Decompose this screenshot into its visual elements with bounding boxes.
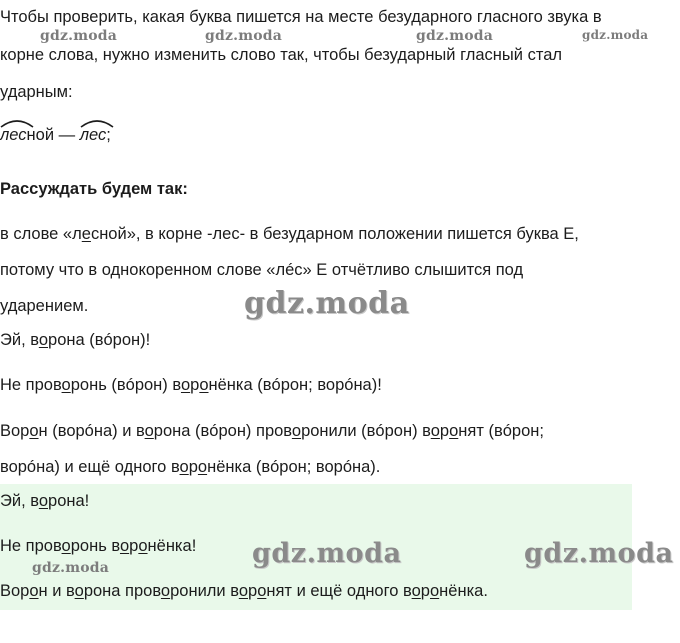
watermark-logo: gdz.moda [205,28,283,44]
watermark-logo: gdz.moda [416,28,494,44]
root-arc-icon [79,116,115,128]
root-arc-icon [0,116,35,128]
reasoning-line-3: ударением. [0,297,89,315]
intro-line-1: Чтобы проверить, какая буква пишется на месте безударного гласного звука в [0,8,602,26]
exercise-sentence-2: Не проворонь (вóрон) воронёнка (вóрон; ворóна)! [0,376,382,394]
root-example [0,125,111,145]
watermark-logo-large: gdz.moda [252,538,402,569]
reasoning-line-1: в слове «лесной», в корне -лес- в безударном положении пишется буква Е, [0,225,579,243]
intro-line-3: ударным: [0,83,73,101]
watermark-logo-large: gdz.moda [524,538,674,569]
watermark-logo: gdz.moda [582,28,649,42]
example-suffix-1: ной — [26,126,76,144]
watermark-logo-large: gdz.moda [244,286,410,321]
exercise-sentence-3: Ворон (ворóна) и ворона (вóрон) проворонили (вóрон) воронят (вóрон; [0,422,544,440]
answer-line-2: Не проворонь воронёнка! [0,537,197,555]
example-end: ; [106,126,111,144]
exercise-sentence-1: Эй, ворона (вóрон)! [0,331,151,349]
watermark-logo: gdz.moda [40,28,118,44]
reasoning-heading: Рассуждать будем так: [0,180,188,198]
answer-line-3: Ворон и ворона проворонили воронят и ещё одного воронёнка. [0,582,488,600]
root-word-1: лес [0,125,27,145]
watermark-logo: gdz.moda [32,560,110,576]
intro-line-2: корне слова, нужно изменить слово так, чтобы безударный гласный стал [0,46,562,64]
answer-line-1: Эй, ворона! [0,492,90,510]
exercise-sentence-3-cont: ворóна) и ещё одного воронёнка (вóрон; ворóна). [0,458,381,476]
reasoning-line-2: потому что в однокоренном слове «лéс» Е отчётливо слышится под [0,261,524,279]
root-word-2: лес [80,125,107,145]
